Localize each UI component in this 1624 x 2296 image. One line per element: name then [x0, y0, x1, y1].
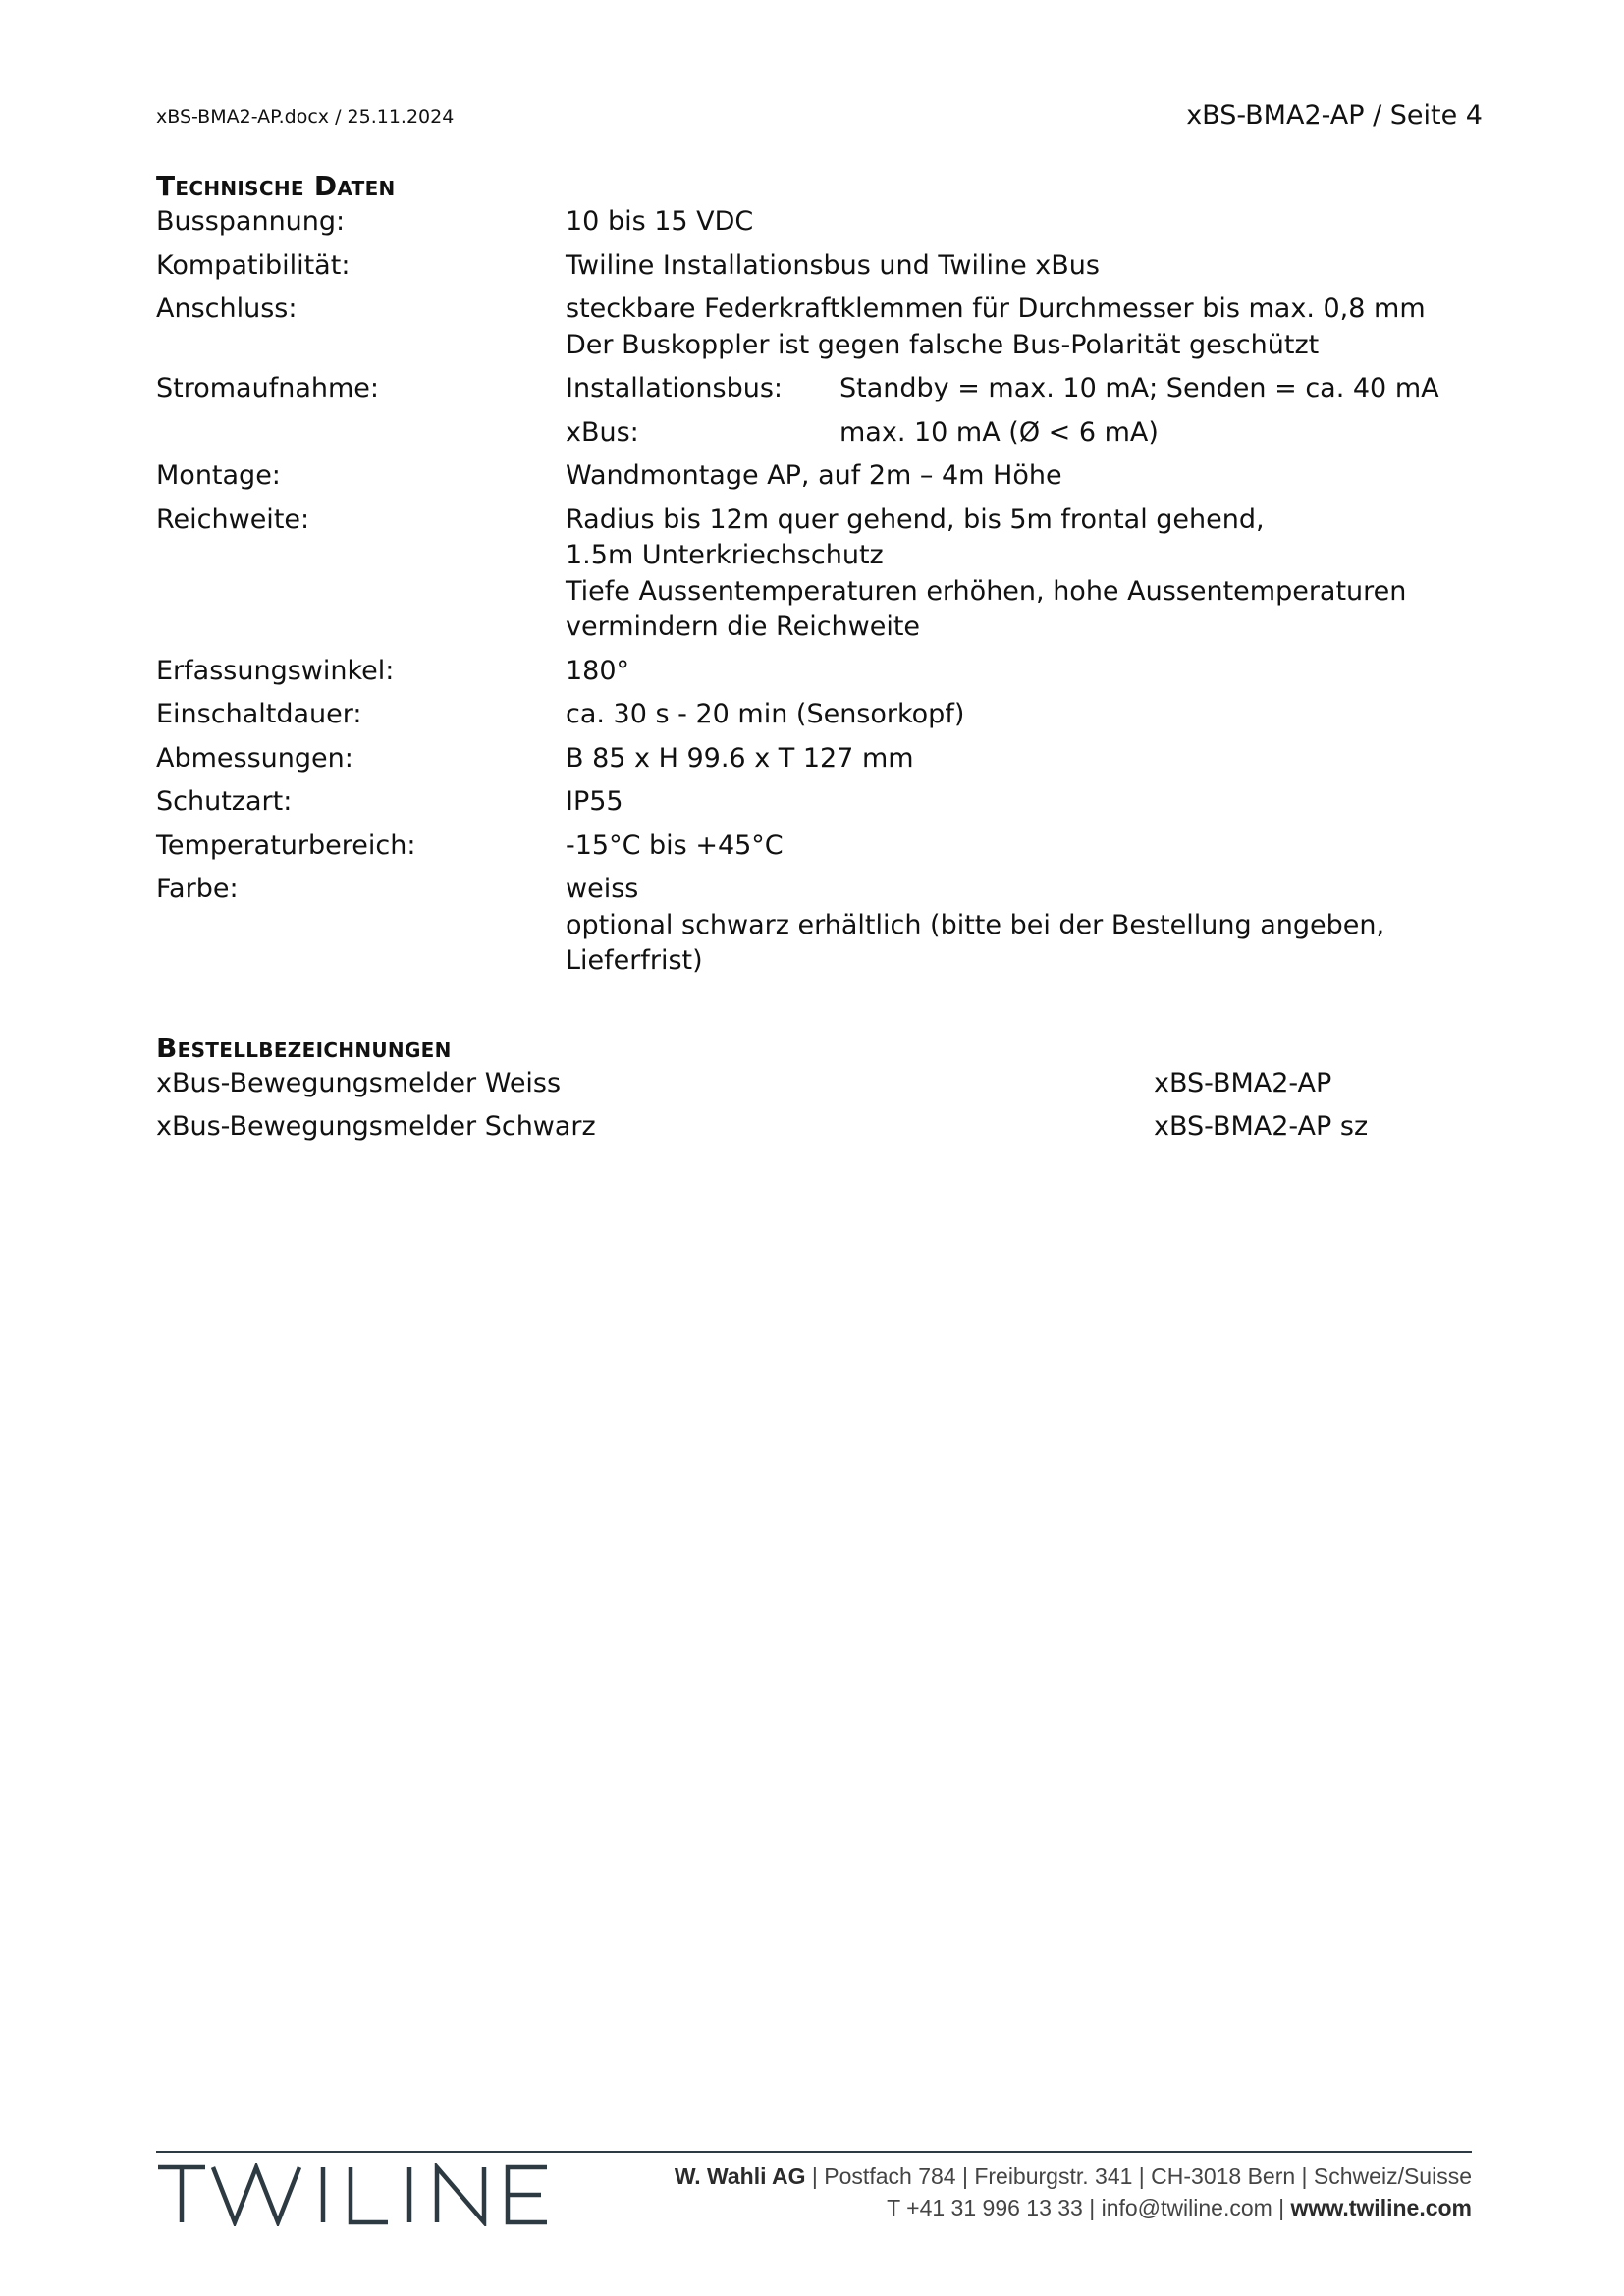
order-designations-title: Bestellbezeichnungen [156, 1031, 452, 1064]
spec-row [156, 654, 1484, 698]
footer-contact-line [887, 2195, 1472, 2221]
spec-row [156, 415, 1484, 459]
document-body [156, 169, 1484, 1153]
spec-value-line: 10 bis 15 VDC [566, 206, 754, 237]
technical-data-title: Technische Daten [156, 170, 396, 202]
footer-address: | Postfach 784 | Freiburgstr. 341 | CH-3018 Bern | Schweiz/Suisse [805, 2163, 1472, 2189]
spec-value [566, 248, 1484, 293]
spec-value-line: vermindern die Reichweite [566, 612, 921, 642]
spec-row [156, 248, 1484, 293]
order-table [156, 1066, 1484, 1153]
order-section [156, 1031, 1484, 1153]
spec-value [566, 458, 1484, 503]
technical-data-table [156, 204, 1484, 988]
spec-label: Reichweite: [156, 504, 310, 535]
order-row [156, 1066, 1484, 1110]
spec-value [566, 697, 1484, 741]
spec-row [156, 784, 1484, 828]
spec-value-line: ca. 30 s - 20 min (Sensorkopf) [566, 699, 965, 729]
spec-value-line: 1.5m Unterkriechschutz [566, 540, 884, 570]
spec-value [566, 784, 1484, 828]
footer-divider [156, 2151, 1472, 2153]
spec-label: Erfassungswinkel: [156, 655, 395, 686]
spec-value-line: Der Buskoppler ist gegen falsche Bus-Polarität geschützt [566, 329, 1320, 360]
spec-row [156, 503, 1484, 654]
order-description: xBus-Bewegungsmelder Weiss [156, 1067, 562, 1098]
spec-value-line: B 85 x H 99.6 x T 127 mm [566, 742, 914, 774]
spec-sub-label: xBus: [566, 416, 639, 448]
spec-row [156, 741, 1484, 785]
spec-row [156, 872, 1484, 988]
spec-value [566, 828, 1484, 873]
spec-row [156, 458, 1484, 503]
spec-row [156, 697, 1484, 741]
spec-label: Schutzart: [156, 786, 293, 817]
spec-value [566, 292, 1484, 371]
spec-value-line: Twiline Installationsbus und Twiline xBus [566, 249, 1100, 281]
order-code: xBS-BMA2-AP [1154, 1067, 1332, 1098]
spec-label: Busspannung: [156, 206, 346, 237]
spec-label: Abmessungen: [156, 742, 353, 774]
spec-value [566, 371, 1484, 415]
header-file-info: xBS-BMA2-AP.docx / 25.11.2024 [156, 106, 455, 128]
spec-value [566, 503, 1484, 654]
spec-row [156, 204, 1484, 248]
spec-label: Anschluss: [156, 294, 298, 324]
spec-value-line: Wandmontage AP, auf 2m – 4m Höhe [566, 460, 1062, 491]
spec-row [156, 828, 1484, 873]
spec-label: Temperaturbereich: [156, 829, 416, 861]
spec-label [156, 415, 566, 459]
spec-value-line: Radius bis 12m quer gehend, bis 5m frontal gehend, [566, 504, 1265, 535]
spec-value [566, 415, 1484, 459]
spec-sub-value: Standby = max. 10 mA; Senden = ca. 40 mA [839, 373, 1439, 403]
spec-sub-value: max. 10 mA (Ø < 6 mA) [839, 416, 1159, 448]
spec-value-line: weiss [566, 874, 639, 904]
spec-value-line: 180° [566, 655, 630, 686]
footer-website-link[interactable]: www.twiline.com [1290, 2195, 1472, 2220]
spec-label: Montage: [156, 460, 281, 491]
spec-value [566, 741, 1484, 785]
spec-value-line: steckbare Federkraftklemmen für Durchmesser bis max. 0,8 mm [566, 294, 1426, 324]
spec-value-line: IP55 [566, 786, 623, 817]
footer-contact: T +41 31 996 13 33 | info@twiline.com | [887, 2195, 1291, 2220]
spec-row [156, 292, 1484, 371]
twiline-logo [156, 2163, 554, 2230]
spec-label: Kompatibilität: [156, 249, 351, 281]
spec-value [566, 872, 1484, 988]
spec-label: Farbe: [156, 874, 239, 904]
spec-sub-label: Installationsbus: [566, 373, 784, 403]
spec-value [566, 204, 1484, 248]
order-row [156, 1109, 1484, 1153]
spec-value-line: optional schwarz erhältlich (bitte bei der Bestellung angeben, Lieferfrist) [566, 909, 1385, 976]
spec-value-line: Tiefe Aussentemperaturen erhöhen, hohe Aussentemperaturen [566, 575, 1407, 607]
order-code: xBS-BMA2-AP sz [1154, 1111, 1369, 1142]
order-description: xBus-Bewegungsmelder Schwarz [156, 1111, 596, 1142]
spec-label: Einschaltdauer: [156, 699, 362, 729]
spec-value [566, 654, 1484, 698]
footer-address-line [675, 2163, 1472, 2190]
spec-row [156, 371, 1484, 415]
twiline-logo-icon [156, 2163, 554, 2226]
footer-company: W. Wahli AG [674, 2163, 806, 2189]
header-page-label: xBS-BMA2-AP / Seite 4 [1186, 100, 1483, 131]
spec-label: Stromaufnahme: [156, 373, 379, 403]
spec-value-line: -15°C bis +45°C [566, 829, 784, 861]
